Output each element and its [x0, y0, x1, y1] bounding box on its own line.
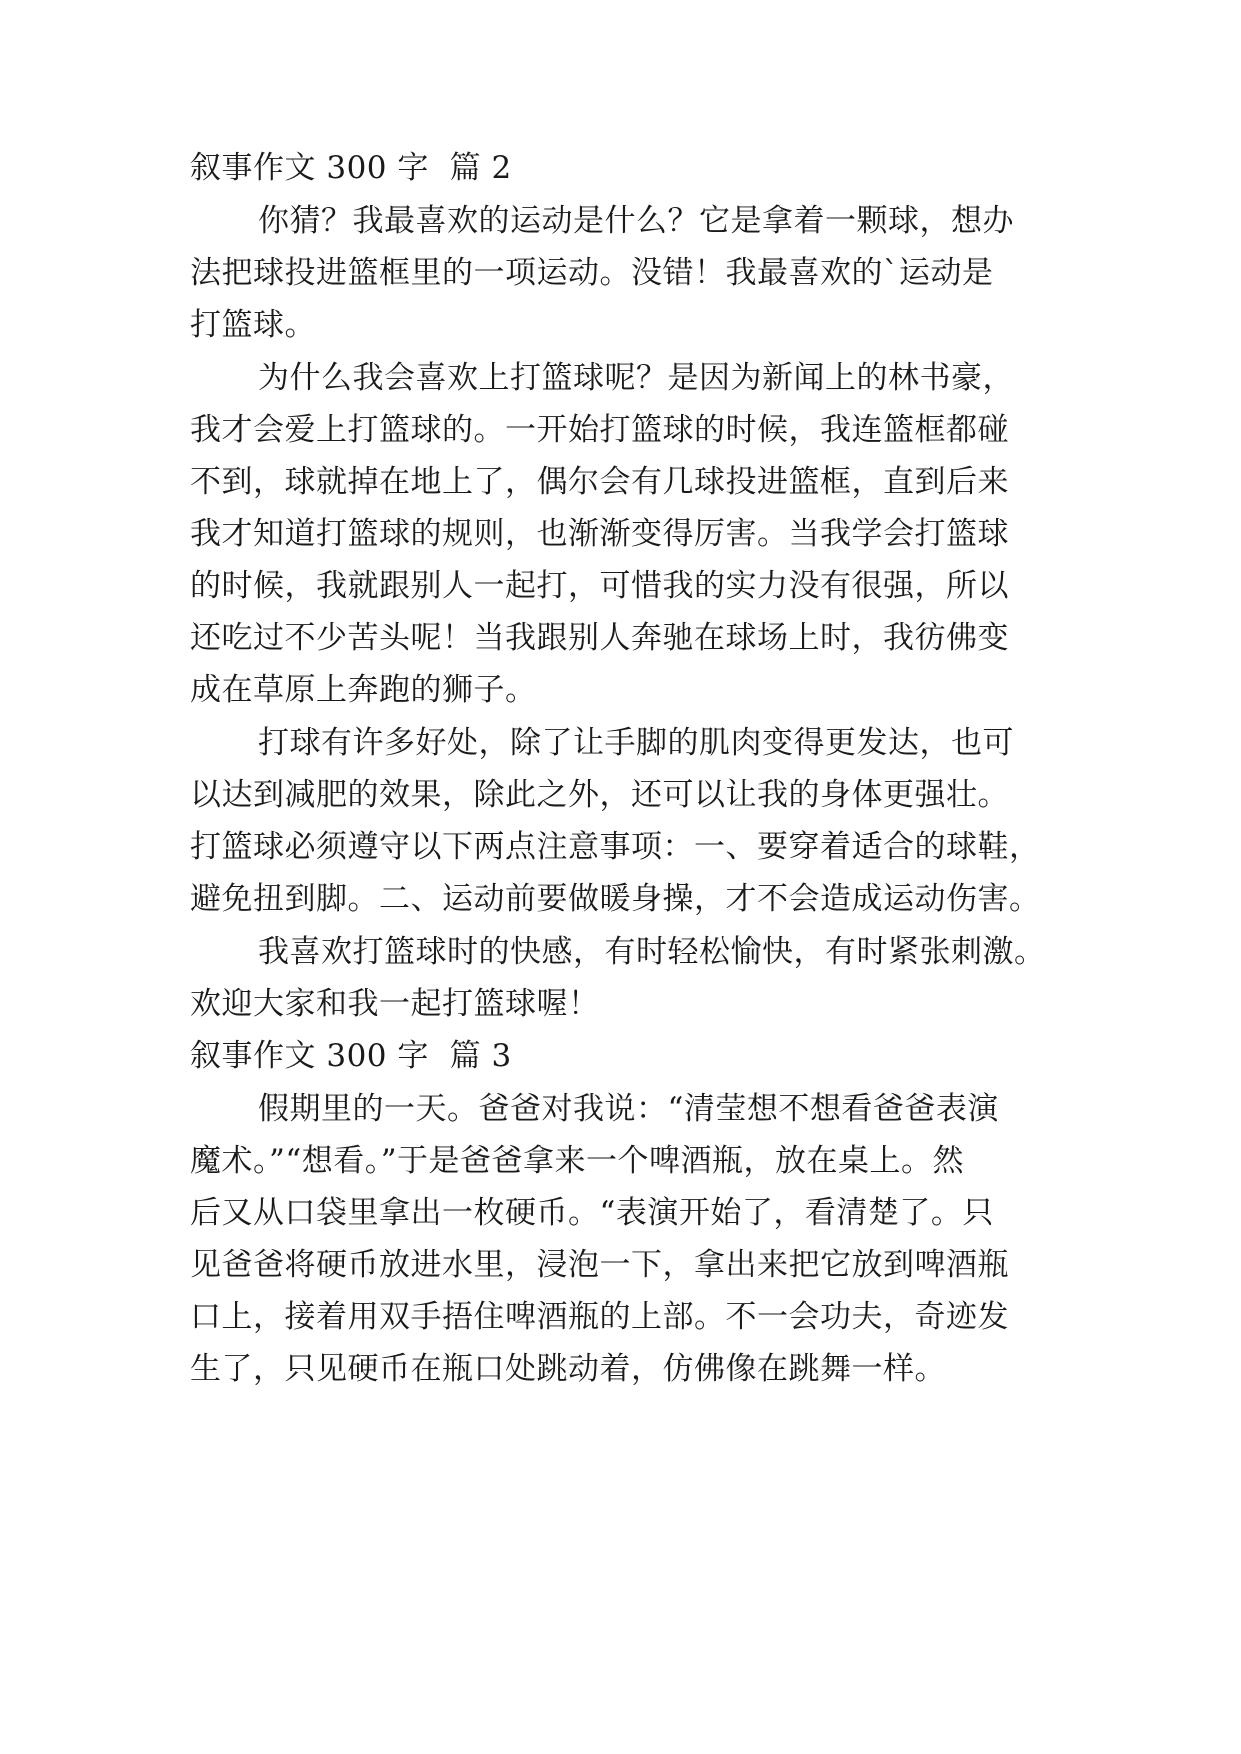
text-line: 还吃过不少苦头呢！当我跟别人奔驰在球场上时，我彷佛变: [190, 620, 1009, 656]
text-line: 我才会爱上打篮球的。一开始打篮球的时候，我连篮框都碰: [190, 412, 1009, 448]
text-line: 口上，接着用双手捂住啤酒瓶的上部。不一会功夫，奇迹发: [190, 1299, 1009, 1335]
text-line: 打篮球必须遵守以下两点注意事项：一、要穿着适合的球鞋，: [190, 829, 1041, 865]
section-heading: 叙事作文 300 字 篇 2: [190, 150, 512, 186]
text-line: 后又从口袋里拿出一枚硬币。“表演开始了，看清楚了。只: [190, 1195, 994, 1231]
text-line: 我才知道打篮球的规则，也渐渐变得厉害。当我学会打篮球: [190, 516, 1009, 552]
text-line: 欢迎大家和我一起打篮球喔！: [190, 986, 600, 1022]
section-heading: 叙事作文 300 字 篇 3: [190, 1038, 512, 1074]
text-line: 为什么我会喜欢上打篮球呢？是因为新闻上的林书豪，: [258, 360, 1014, 396]
text-line: 打球有许多好处，除了让手脚的肌肉变得更发达，也可: [258, 725, 1014, 761]
text-line: 的时候，我就跟别人一起打，可惜我的实力没有很强，所以: [190, 568, 1009, 604]
text-line: 以达到减肥的效果，除此之外，还可以让我的身体更强壮。: [190, 777, 1009, 813]
text-line: 不到，球就掉在地上了，偶尔会有几球投进篮框，直到后来: [190, 464, 1009, 500]
text-line: 避免扭到脚。二、运动前要做暖身操，才不会造成运动伤害。: [190, 881, 1041, 917]
text-line: 魔术。”“想看。”于是爸爸拿来一个啤酒瓶，放在桌上。然: [190, 1143, 965, 1179]
text-line: 见爸爸将硬币放进水里，浸泡一下，拿出来把它放到啤酒瓶: [190, 1247, 1009, 1283]
text-line: 我喜欢打篮球时的快感，有时轻松愉快，有时紧张刺激。: [258, 934, 1046, 970]
text-line: 生了，只见硬币在瓶口处跳动着，仿佛像在跳舞一样。: [190, 1351, 946, 1387]
text-line: 打篮球。: [190, 307, 316, 343]
text-line: 法把球投进篮框里的一项运动。没错！我最喜欢的`运动是: [190, 255, 994, 291]
text-line: 成在草原上奔跑的狮子。: [190, 672, 537, 708]
text-line: 假期里的一天。爸爸对我说：“清莹想不想看爸爸表演: [258, 1091, 999, 1127]
text-line: 你猜？我最喜欢的运动是什么？它是拿着一颗球，想办: [258, 203, 1014, 239]
